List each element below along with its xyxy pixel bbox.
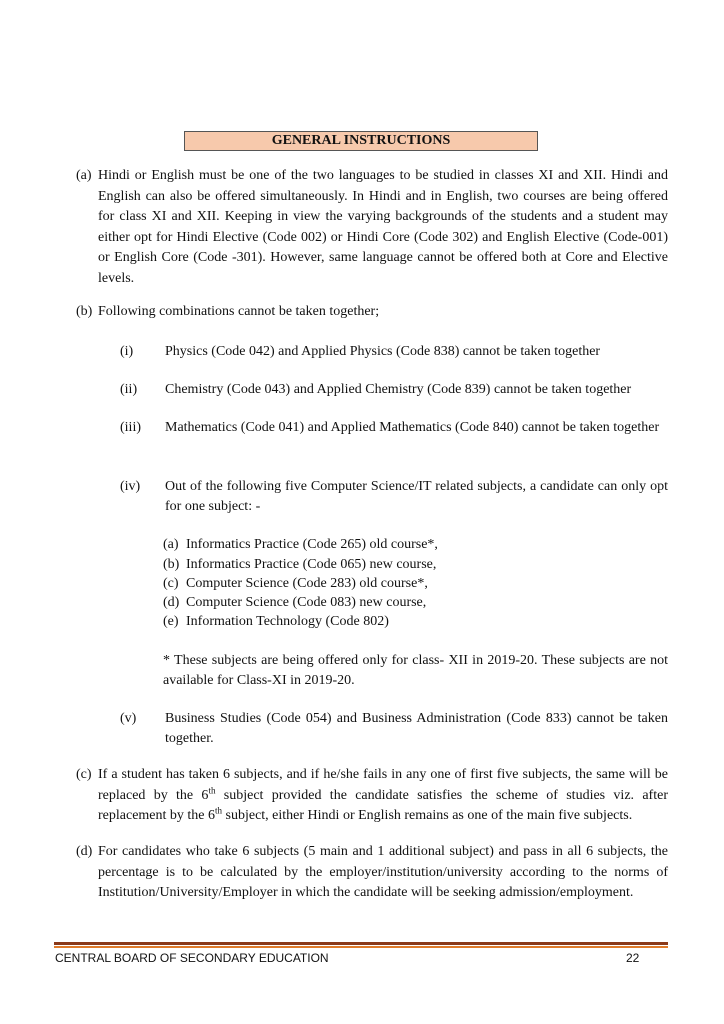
paragraph-b-label: (b): [76, 304, 93, 319]
subitem-i-text: Physics (Code 042) and Applied Physics (Code 838) cannot be taken together: [165, 344, 601, 359]
paragraph-a-text: Hindi or English must be one of the two languages to be studied in classes XI and XII. Hindi and English can also be offered simultaneously. In Hindi and in English, two courses are being offered for class XI and XII. Keeping in view the varying backgrounds of the students and a student may either opt for Hindi Elective (Code 002) or Hindi Core (Code 302) and English Elective (Code-001) or English Core (Code -301). However, same language cannot be offered both at Core and Elective levels.: [98, 168, 668, 286]
footer-organization: CENTRAL BOARD OF SECONDARY EDUCATION: [55, 951, 329, 965]
footnote-note-text: * These subjects are being offered only for class- XII in 2019-20. These subjects are not available for Class-XI in 2019-20.: [163, 653, 668, 688]
option-b-text: Informatics Practice (Code 065) new course,: [186, 557, 437, 572]
option-e-label: (e): [163, 614, 179, 629]
option-b-label: (b): [163, 557, 180, 572]
option-d-text: Computer Science (Code 083) new course,: [186, 595, 427, 610]
subitem-iv-text: Out of the following five Computer Science/IT related subjects, a candidate can only opt for one subject: -: [165, 479, 668, 514]
option-c-text: Computer Science (Code 283) old course*,: [186, 576, 428, 591]
paragraph-c-text-3: subject, either Hindi or English remains as one of the main five subjects.: [222, 808, 633, 823]
ordinal-suffix-1: th: [208, 784, 216, 795]
paragraph-d-text: For candidates who take 6 subjects (5 main and 1 additional subject) and pass in all 6 subjects, the percentage is to be calculated by the employer/institution/university according to the norms of Institution/University/Employer in which the candidate will be seeking admission/employment.: [98, 844, 668, 900]
general-instructions-heading: GENERAL INSTRUCTIONS: [184, 131, 538, 151]
option-d: [163, 593, 426, 613]
option-b: [163, 555, 436, 575]
paragraph-b-text: Following combinations cannot be taken together;: [98, 304, 380, 319]
option-c-label: (c): [163, 576, 179, 591]
option-e-text: Information Technology (Code 802): [186, 614, 389, 629]
subitem-v-number: (v): [120, 711, 137, 726]
option-a-text: Informatics Practice (Code 265) old course*,: [186, 537, 438, 552]
paragraph-c-text-2: subject provided the candidate satisfies the scheme of studies viz. after replacement by the 6: [98, 787, 668, 823]
subitem-i-number: (i): [120, 344, 134, 359]
paragraph-d: [76, 842, 668, 904]
subitem-ii-text: Chemistry (Code 043) and Applied Chemistry (Code 839) cannot be taken together: [165, 382, 632, 397]
paragraph-a: [76, 166, 668, 289]
paragraph-a-label: (a): [76, 168, 92, 183]
footer-rule-bottom: [54, 946, 668, 948]
paragraph-b: [76, 302, 668, 323]
paragraph-c-text-1: If a student has taken 6 subjects, and if he/she fails in any one of first five subjects, the same will be replaced by the 6: [98, 767, 668, 803]
page-number: 22: [626, 951, 640, 965]
footnote-note: [163, 651, 668, 691]
subitem-iii-number: (iii): [120, 420, 141, 435]
paragraph-c-label: (c): [76, 767, 92, 782]
ordinal-suffix-2: th: [215, 805, 223, 816]
option-a: [163, 535, 438, 555]
subitem-iv-number: (iv): [120, 479, 141, 494]
subitem-iii-text: Mathematics (Code 041) and Applied Mathematics (Code 840) cannot be taken together: [165, 420, 660, 435]
option-a-label: (a): [163, 537, 179, 552]
paragraph-c: [76, 765, 668, 827]
option-c: [163, 574, 428, 594]
subitem-v-text: Business Studies (Code 054) and Business Administration (Code 833) cannot be taken together.: [165, 711, 668, 746]
footer-rule-top: [54, 942, 668, 945]
option-d-label: (d): [163, 595, 180, 610]
option-e: [163, 612, 389, 632]
subitem-ii-number: (ii): [120, 382, 138, 397]
paragraph-d-label: (d): [76, 844, 93, 859]
